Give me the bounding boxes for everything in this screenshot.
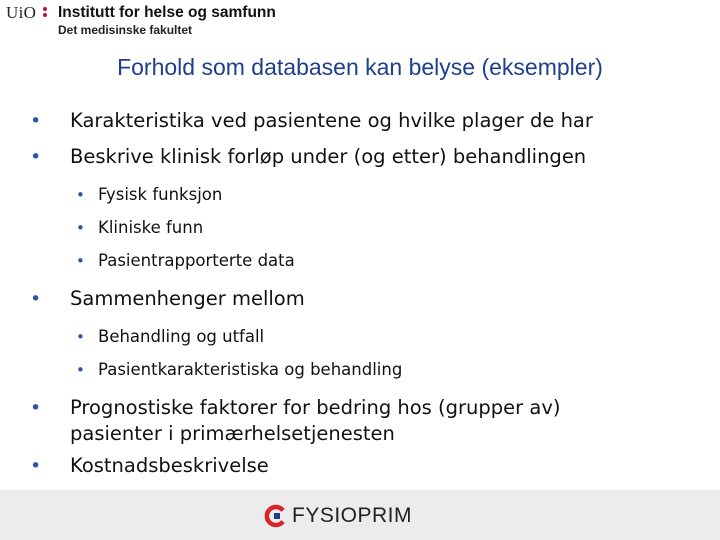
sub-bullet-text: Pasientrapporterte data: [98, 251, 295, 270]
sub-bullet-item: [76, 359, 700, 381]
uio-mark-text: UiO: [6, 3, 37, 22]
bullet-dot-icon: •: [76, 186, 85, 204]
sub-bullet-item: [76, 250, 700, 272]
bullet-item: [30, 286, 700, 312]
sub-bullet-text: Fysisk funksjon: [98, 185, 223, 204]
bullet-dot-icon: •: [30, 455, 42, 477]
sub-bullet-item: [76, 217, 700, 239]
bullet-text-line1: Prognostiske faktorer for bedring hos (grupper av): [70, 396, 561, 419]
bullet-dot-icon: •: [30, 146, 42, 168]
bullet-dot-icon: •: [30, 110, 42, 132]
bullet-text: Kostnadsbeskrivelse: [70, 454, 269, 477]
sub-bullet-text: Pasientkarakteristiska og behandling: [98, 360, 403, 379]
bullet-dot-icon: •: [30, 397, 42, 419]
bullet-dot-icon: •: [76, 328, 85, 346]
fysioprim-c-icon: [264, 504, 288, 528]
bullet-text-line2: pasienter i primærhelsetjenesten: [70, 422, 395, 445]
sub-bullet-item: [76, 184, 700, 206]
bullet-text: Sammenhenger mellom: [70, 287, 305, 310]
bullet-item: [30, 108, 700, 134]
bullet-dot-icon: •: [76, 219, 85, 237]
bullet-dot-icon: •: [76, 252, 85, 270]
bullet-dot-icon: •: [30, 288, 42, 310]
bullet-item: [30, 144, 700, 170]
institute-name: Institutt for helse og samfunn: [58, 4, 276, 21]
bullet-dot-icon: •: [76, 361, 85, 379]
sub-bullet-text: Kliniske funn: [98, 218, 204, 237]
sub-bullet-text: Behandling og utfall: [98, 327, 265, 346]
uio-mark: [6, 3, 36, 23]
bullet-text: Beskrive klinisk forløp under (og etter) behandlingen: [70, 145, 587, 168]
bullet-item: [30, 453, 700, 479]
footer-bar: [0, 490, 720, 540]
faculty-name: Det medisinske fakultet: [58, 23, 193, 37]
slide-title: Forhold som databasen kan belyse (eksempler): [117, 54, 603, 80]
fysioprim-text: FYSIOPRIM: [292, 504, 413, 527]
uio-seal-icon: [42, 6, 48, 20]
bullet-text: Karakteristika ved pasientene og hvilke plager de har: [70, 109, 593, 132]
bullet-item: [30, 395, 700, 447]
sub-bullet-item: [76, 326, 700, 348]
bullet-list: [30, 108, 700, 489]
